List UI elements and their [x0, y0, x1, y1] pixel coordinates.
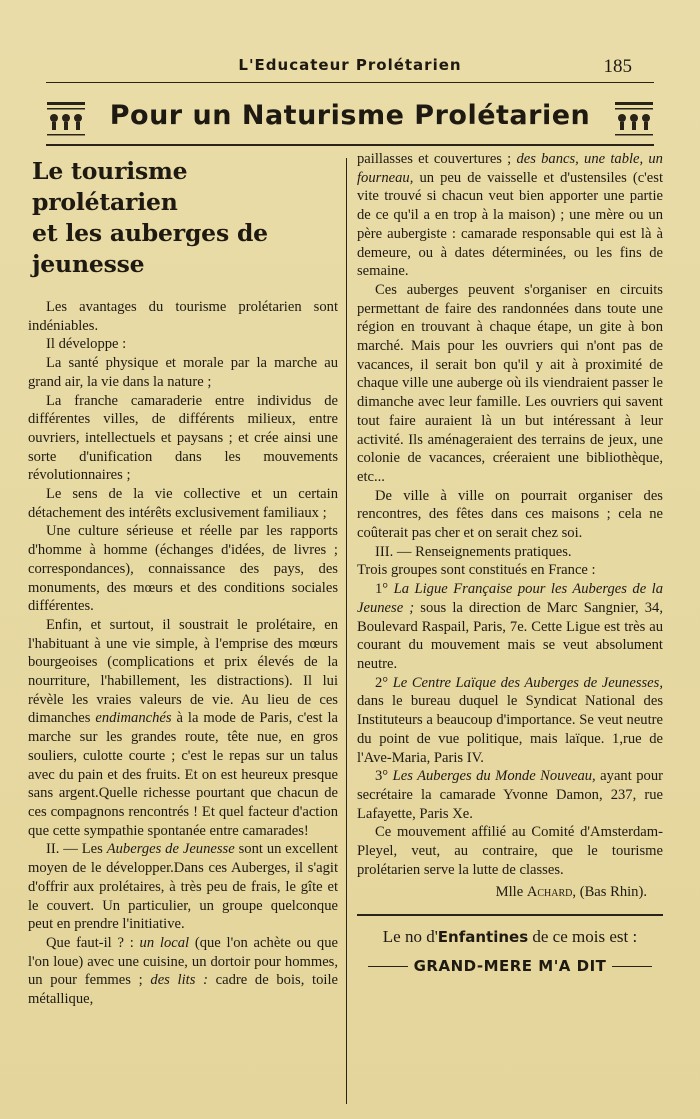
paragraph: Les avantages du tourisme prolétarien sont indéniables.	[28, 299, 338, 334]
paragraph: II. — Les Auberges de Jeunesse sont un excellent moyen de le développer.Dans ces Auberges, il s'agit d'offrir aux prolétaires, à très peu de frais, le gîte et le couvert. Un particulier, un groupe quelconque peut en prendre l'initiative.	[28, 841, 338, 933]
paragraph: Enfin, et surtout, il soustrait le prolétaire, en l'habituant à une vie simple, à l'emprise des mœurs bourgeoises (complications et prix élevés de la nourriture, l'habillement, les distractions). Il lui révèle les vraies valeurs de vie. Au lieu de ces dimanches endimanchés à la mode de Paris, c'est la marche sur les grandes route, tête nue, en gros souliers, culotte courte ; c'est le repas sur un talus avec du pain et des fruits. Et on est heureux presque sans argent.Quelle richesse pourtant que chacun de ces compagnons rencontrés ! Et quel facteur d'action que cette sympathie spontanée entre camarades!	[28, 616, 338, 839]
paragraph: Que faut-il ? : un local (que l'on achète ou que l'on loue) avec une cuisine, un dortoir pour hommes, un pour femmes ; des lits : cadre de bois, toile métallique,	[28, 934, 338, 1008]
paragraph: 2° Le Centre Laïque des Auberges de Jeunesses, dans le bureau duquel le Syndicat National des Instituteurs a beaucoup d'importance. Se veut neutre du point de vue politique, mais laïque. 1,rue de l'Ave-Maria, Paris IV.	[357, 674, 663, 766]
journal-title: L'Educateur Prolétarien	[238, 56, 462, 74]
section-banner	[46, 94, 654, 146]
notice-story-title: GRAND-MERE M'A DIT	[357, 957, 663, 976]
paragraph: Il développe :	[46, 336, 127, 353]
banner-rule	[46, 144, 654, 146]
ornament-icon	[614, 96, 654, 142]
paragraph: Ces auberges peuvent s'organiser en circuits permettant de faire des randonnées dans toute une région en trouvant à chaque étape, un gite à bon marché. Mais pour les ouvriers qui n'ont pas de vacances, il serait bon qu'il y ait à proximité de chaque ville une auberge où ils viendraient passer le dimanche avec leur famille. Les ouvriers qui savent tout faire auraient là un but intéressant à leur activité. Ils aménageraient des terrains de jeux, une colonie de vacances, créeraient une bibliothèque, etc...	[357, 281, 663, 485]
notice-line: Le no d'Enfantines de ce mois est :	[382, 927, 638, 947]
right-column	[357, 150, 663, 976]
paragraph: Trois groupes sont constitués en France :	[357, 562, 596, 579]
paragraph: La santé physique et morale par la marche au grand air, la vie dans la nature ;	[28, 355, 338, 390]
paragraph: De ville à ville on pourrait organiser des rencontres, des fêtes dans ces maisons ; cela ne coûterait pas cher et on serait chez soi.	[357, 487, 663, 542]
paragraph: III. — Renseignements pratiques.	[375, 543, 572, 560]
paragraph: 3° Les Auberges du Monde Nouveau, ayant pour secrétaire la camarade Yvonne Damon, 237, rue Lafayette, Paris Xe.	[357, 768, 663, 822]
notice-rule	[357, 914, 663, 916]
banner-title: Pour un Naturisme Prolétarien	[109, 100, 591, 131]
column-divider	[346, 158, 347, 1104]
paragraph: Le sens de la vie collective et un certain détachement des intérêts exclusivement familiaux ;	[28, 486, 338, 521]
paragraph: paillasses et couvertures ; des bancs, une table, un fourneau, un peu de vaisselle et d'ustensiles (c'est vite trouvé si chacun veut bien apporter une partie de ce qu'il a en trop à la maison) ; une mère ou un père aubergiste : camarade responsable qui est là à demeure, ou à dates déterminées, ou les fins de semaine.	[357, 151, 664, 280]
running-head	[46, 44, 654, 84]
article-title: Le tourisme prolétarien et les auberges de jeunesse	[32, 157, 268, 278]
paragraph: Ce mouvement affilié au Comité d'Amsterdam-Pleyel, veut, au contraire, que le tourisme prolétarien serve la lutte de classes.	[357, 824, 663, 878]
paragraph: 1° La Ligue Française pour les Auberges de la Jeunese ; sous la direction de Marc Sangnier, 34, Boulevard Raspail, Paris, 7e. Cette Ligue est très au courant du mouvement mais se veut absolument neutre.	[357, 581, 663, 672]
signature: Mlle Achard, (Bas Rhin).	[495, 884, 647, 901]
paragraph: Une culture sérieuse et réelle par les rapports d'homme à homme (échanges d'idées, de livres ; correspondances), connaissance des pays, des monuments, des mœurs et des conditions sociales différentes.	[28, 523, 338, 615]
page-number: 185	[603, 56, 632, 77]
left-column	[28, 150, 338, 1009]
paragraph: La franche camaraderie entre individus de différentes villes, de différents milieux, entre ouvriers, intellectuels et paysans ; et crée ainsi une sorte d'unification dans les mouvements révolutionnaires ;	[28, 392, 338, 484]
header-rule	[46, 82, 654, 83]
ornament-icon	[46, 96, 86, 142]
